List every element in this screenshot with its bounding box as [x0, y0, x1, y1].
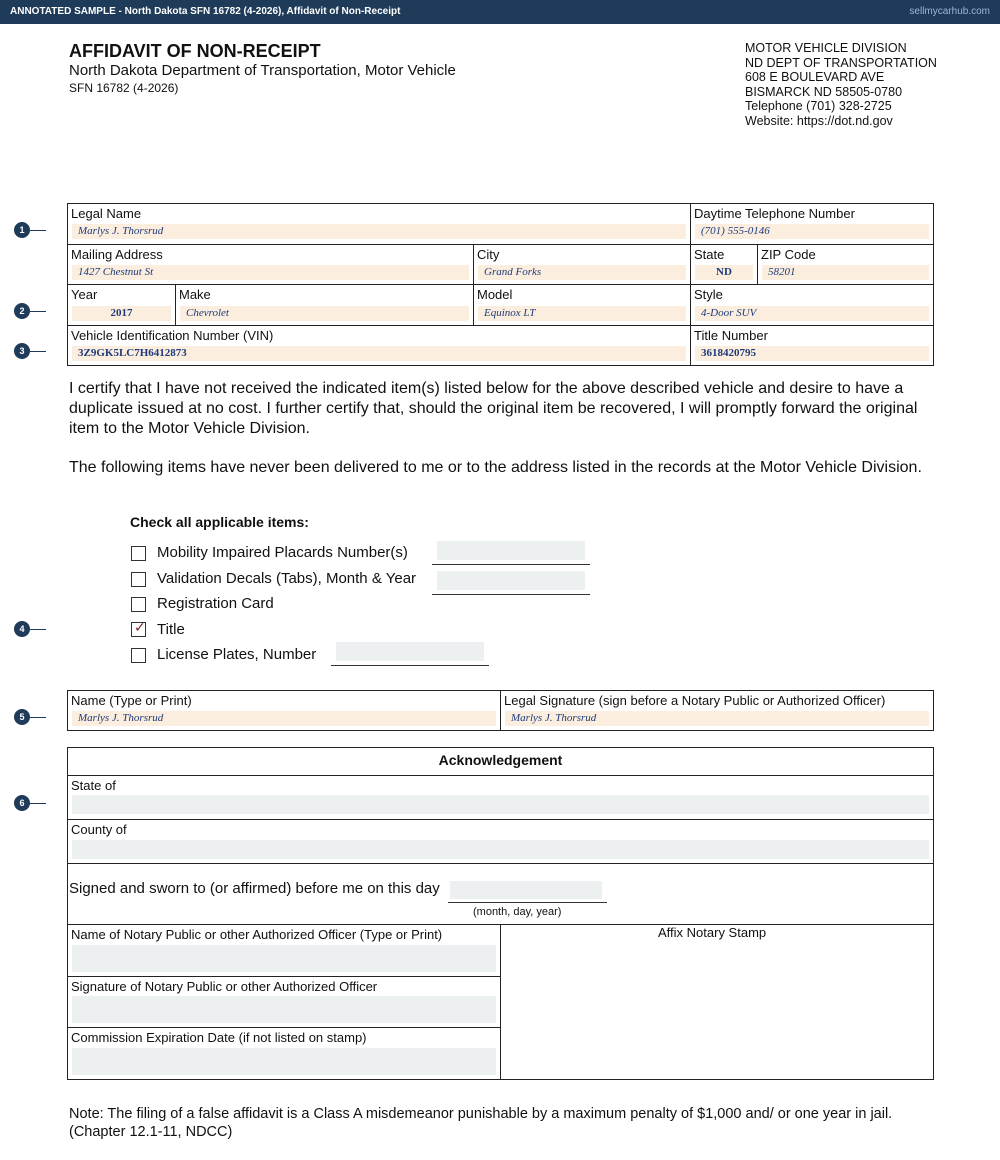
- agency-line: Website: https://dot.nd.gov: [745, 113, 893, 128]
- state-label: State: [694, 247, 725, 262]
- checklist-heading: Check all applicable items:: [130, 514, 309, 530]
- registration-card-label: Registration Card: [157, 595, 274, 612]
- certification-text: I certify that I have not received the indicated item(s) listed below for the above described vehicle and desire to have a duplicate issued at no cost. I further certify that, should the original item be recovered, I will promptly forward the original item to the Motor Vehicle Division.: [69, 380, 918, 437]
- check-mark-icon: ✓: [134, 619, 146, 635]
- decals-label: Validation Decals (Tabs), Month & Year: [157, 570, 417, 587]
- acknowledgement-title: Acknowledgement: [438, 752, 563, 768]
- style-cell: [691, 285, 934, 326]
- agency-line: Telephone (701) 328-2725: [745, 99, 892, 114]
- decals-checkbox[interactable]: [131, 572, 146, 587]
- annotation-leader-line: [30, 803, 46, 804]
- model-label: Model: [477, 287, 513, 302]
- form-subtitle: North Dakota Department of Transportation, Motor Vehicle: [69, 62, 456, 79]
- annotation-marker-6: 6: [14, 795, 30, 811]
- notary-signature-label: Signature of Notary Public or other Authorized Officer: [71, 979, 378, 994]
- notary-signature-cell: [68, 977, 501, 1028]
- sworn-date-cell: [68, 864, 933, 925]
- title-label: Title: [157, 621, 185, 638]
- mailing-address-cell: [68, 245, 474, 285]
- year-field[interactable]: 2017: [72, 306, 171, 321]
- state-of-field[interactable]: [72, 795, 929, 814]
- placards-underline: [432, 564, 590, 565]
- banner-title: ANNOTATED SAMPLE - North Dakota SFN 16782 (4-2026), Affidavit of Non-Receipt: [10, 6, 401, 17]
- legal-name-cell: [68, 204, 691, 245]
- annotation-leader-line: [30, 230, 46, 231]
- decals-month-year-field[interactable]: [437, 571, 585, 590]
- model-field[interactable]: Equinox LT: [478, 306, 686, 321]
- legal-signature-label: Legal Signature (sign before a Notary Public or Authorized Officer): [504, 693, 886, 708]
- vin-label: Vehicle Identification Number (VIN): [71, 328, 274, 343]
- vin-cell: [68, 326, 691, 366]
- zip-field[interactable]: 58201: [762, 265, 929, 280]
- title-number-field[interactable]: 3618420795: [695, 346, 929, 361]
- form-title: AFFIDAVIT OF NON-RECEIPT: [69, 41, 321, 61]
- city-field[interactable]: Grand Forks: [478, 265, 686, 280]
- annotation-marker-3: 3: [14, 343, 30, 359]
- penalty-note: Note: The filing of a false affidavit is a Class A misdemeanor punishable by a maximum penalty of $1,000 and/ or one year in jail. (Chapter 12.1-11, NDCC): [69, 1106, 893, 1140]
- sworn-date-field[interactable]: [450, 881, 602, 899]
- annotation-leader-line: [30, 717, 46, 718]
- non-delivery-statement: The following items have never been delivered to me or to the address listed in the records at the Motor Vehicle Division.: [69, 459, 922, 476]
- license-plates-number-field[interactable]: [336, 642, 484, 661]
- placards-checkbox[interactable]: [131, 546, 146, 561]
- model-cell: [474, 285, 691, 326]
- annotation-marker-5: 5: [14, 709, 30, 725]
- notary-name-label: Name of Notary Public or other Authorized Officer (Type or Print): [71, 927, 443, 942]
- sworn-date-label: Signed and sworn to (or affirmed) before me on this day: [69, 880, 440, 897]
- annotation-marker-4: 4: [14, 621, 30, 637]
- agency-line: 608 E BOULEVARD AVE: [745, 70, 885, 85]
- license-plates-label: License Plates, Number: [157, 646, 317, 663]
- phone-label: Daytime Telephone Number: [694, 206, 855, 221]
- state-cell: [691, 245, 758, 285]
- form-number: SFN 16782 (4-2026): [69, 81, 179, 95]
- annotation-marker-1: 1: [14, 222, 30, 238]
- commission-date-cell: [68, 1028, 501, 1079]
- county-of-label: County of: [71, 822, 127, 837]
- sworn-date-underline: [448, 902, 607, 903]
- annotation-banner: [0, 0, 1000, 24]
- agency-line: MOTOR VEHICLE DIVISION: [745, 41, 907, 55]
- phone-cell: [691, 204, 934, 245]
- make-label: Make: [179, 287, 211, 302]
- license-plates-checkbox[interactable]: [131, 648, 146, 663]
- agency-line: BISMARCK ND 58505-0780: [745, 84, 903, 99]
- county-of-cell: [68, 820, 933, 864]
- legal-signature-field[interactable]: Marlys J. Thorsrud: [505, 711, 929, 726]
- notary-name-cell: [68, 925, 501, 977]
- zip-label: ZIP Code: [761, 247, 816, 262]
- state-field[interactable]: ND: [695, 265, 753, 280]
- title-number-cell: [691, 326, 934, 366]
- style-field[interactable]: 4-Door SUV: [695, 306, 929, 321]
- decals-underline: [432, 594, 590, 595]
- placards-number-field[interactable]: [437, 541, 585, 560]
- notary-name-field[interactable]: [72, 945, 496, 972]
- legal-signature-cell: [501, 691, 934, 730]
- annotation-leader-line: [30, 351, 46, 352]
- vin-field[interactable]: 3Z9GK5LC7H6412873: [72, 346, 686, 361]
- city-label: City: [477, 247, 500, 262]
- commission-date-field[interactable]: [72, 1048, 496, 1075]
- commission-date-label: Commission Expiration Date (if not listed on stamp): [71, 1030, 367, 1045]
- acknowledgement-table: [67, 747, 934, 1080]
- make-cell: [176, 285, 474, 326]
- mailing-address-field[interactable]: 1427 Chestnut St: [72, 265, 469, 280]
- license-plates-underline: [331, 665, 489, 666]
- phone-field[interactable]: (701) 555-0146: [695, 224, 929, 239]
- placards-label: Mobility Impaired Placards Number(s): [157, 544, 408, 561]
- notary-stamp-area: [501, 925, 933, 1079]
- signature-table: [67, 690, 934, 731]
- year-cell: [68, 285, 176, 326]
- sworn-date-hint: (month, day, year): [473, 906, 562, 918]
- notary-stamp-label: Affix Notary Stamp: [658, 925, 767, 940]
- acknowledgement-header: [68, 748, 933, 776]
- legal-name-field[interactable]: Marlys J. Thorsrud: [72, 224, 686, 239]
- year-label: Year: [71, 287, 98, 302]
- annotation-marker-2: 2: [14, 303, 30, 319]
- county-of-field[interactable]: [72, 840, 929, 859]
- city-cell: [474, 245, 691, 285]
- registration-card-checkbox[interactable]: [131, 597, 146, 612]
- title-number-label: Title Number: [694, 328, 768, 343]
- agency-line: ND DEPT OF TRANSPORTATION: [745, 55, 937, 70]
- printed-name-cell: [68, 691, 501, 730]
- make-field[interactable]: Chevrolet: [180, 306, 469, 321]
- title-checkbox[interactable]: [131, 619, 146, 637]
- owner-vehicle-table: [67, 203, 934, 366]
- printed-name-field[interactable]: Marlys J. Thorsrud: [72, 711, 496, 726]
- mailing-address-label: Mailing Address: [71, 247, 163, 262]
- state-of-cell: [68, 776, 933, 820]
- banner-site-link[interactable]: sellmycarhub.com: [909, 6, 990, 17]
- annotation-leader-line: [30, 311, 46, 312]
- printed-name-label: Name (Type or Print): [71, 693, 192, 708]
- legal-name-label: Legal Name: [71, 206, 142, 221]
- state-of-label: State of: [71, 778, 116, 793]
- annotation-leader-line: [30, 629, 46, 630]
- notary-signature-field[interactable]: [72, 996, 496, 1023]
- agency-address-block: [745, 41, 937, 129]
- zip-cell: [758, 245, 934, 285]
- style-label: Style: [694, 287, 723, 302]
